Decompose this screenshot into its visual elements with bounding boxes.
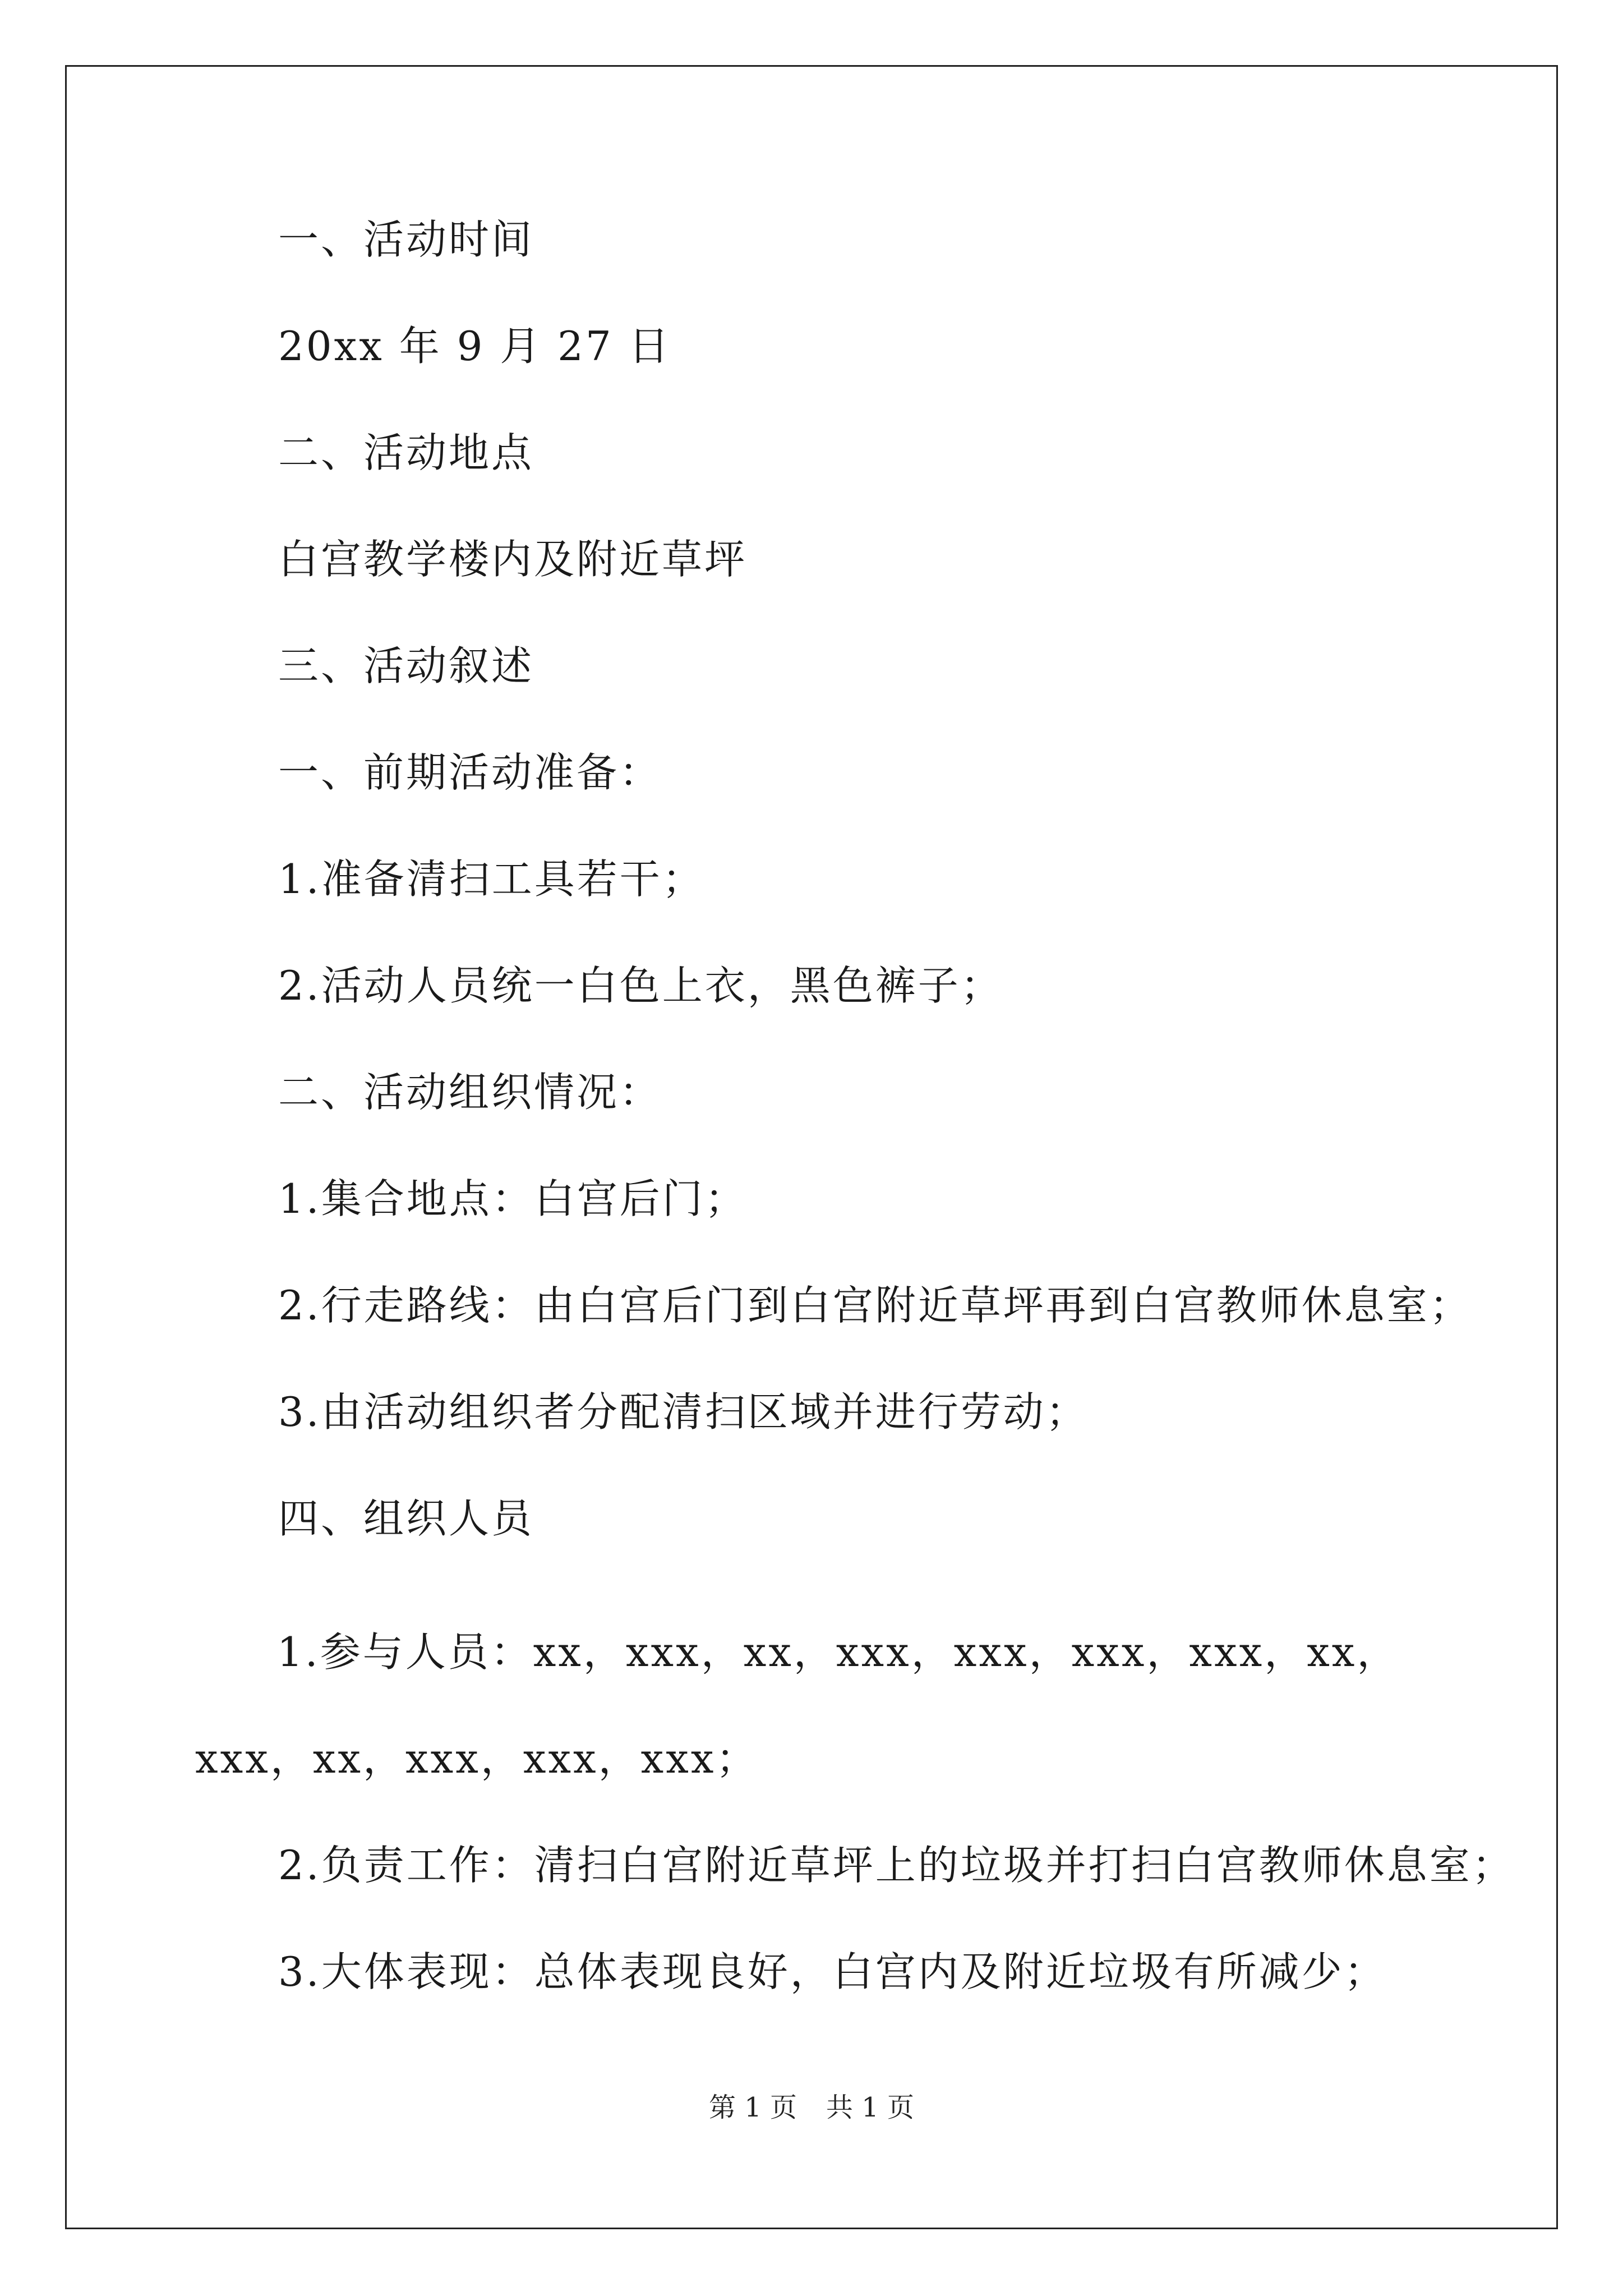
subheading-organization: 二、活动组织情况：: [278, 1069, 662, 1116]
subheading-preparation: 一、前期活动准备：: [278, 749, 662, 796]
heading-organizers: 四、组织人员: [278, 1495, 534, 1542]
heading-activity-description: 三、活动叙述: [278, 642, 534, 689]
participants-list: 1.参与人员：xx，xxx，xx，xxx，xxx，xxx，xxx，xx，xxx，xx，xxx，xxx，xxx；: [195, 1628, 1400, 1782]
list-item: 1.集合地点：白宫后门；: [278, 1175, 748, 1222]
list-item: 1.准备清扫工具若干；: [278, 855, 705, 903]
heading-activity-time: 一、活动时间: [278, 216, 534, 263]
activity-location: 白宫教学楼内及附近草坪: [278, 536, 748, 583]
list-item: 2.负责工作：清扫白宫附近草坪上的垃圾并打扫白宫教师休息室；: [278, 1842, 1515, 1889]
page-number: 第 1 页: [708, 2092, 797, 2123]
document-body: [195, 213, 1515, 2052]
page-total: 共 1 页: [826, 2092, 915, 2123]
list-item: 3.大体表现：总体表现良好，白宫内及附近垃圾有所减少；: [278, 1948, 1387, 1995]
list-item: 3.由活动组织者分配清扫区域并进行劳动；: [278, 1388, 1089, 1435]
list-item: 2.活动人员统一白色上衣，黑色裤子；: [278, 962, 1003, 1009]
list-item: 2.行走路线：由白宫后门到白宫附近草坪再到白宫教师休息室；: [278, 1282, 1472, 1329]
heading-activity-location: 二、活动地点: [278, 429, 534, 476]
page-footer: [0, 2086, 1623, 2124]
activity-date: 20xx 年 9 月 27 日: [278, 323, 671, 370]
